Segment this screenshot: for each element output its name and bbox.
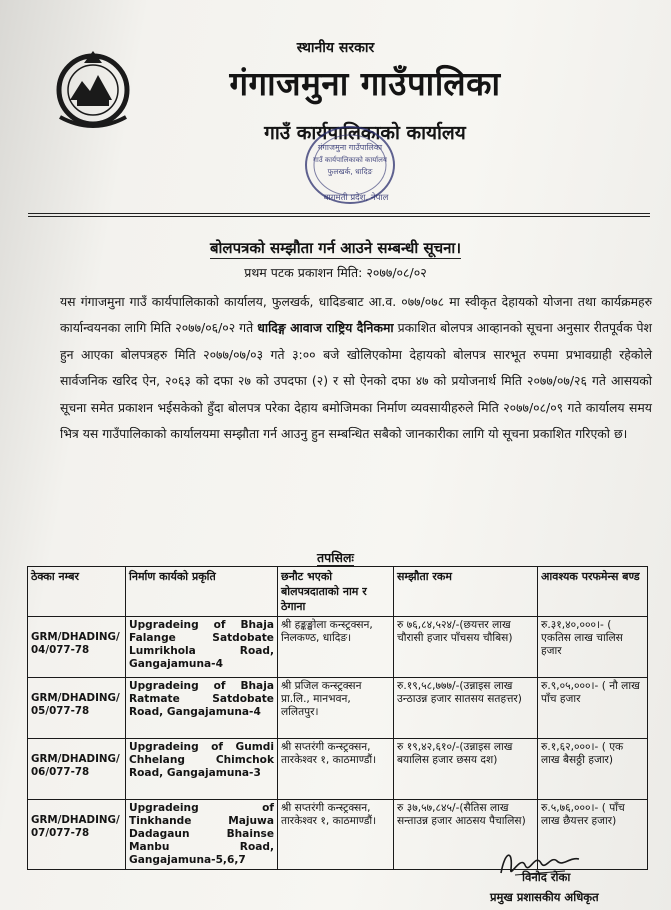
signatory-name: विनोद रोका	[522, 870, 571, 884]
notice-title	[0, 238, 671, 258]
work-description: Upgradeing of Tinkhande Majuwa Dadagaun Bhainse Manbu Road, Gangajamuna-5,6,7	[126, 800, 278, 870]
publication-date: प्रथम पटक प्रकाशन मिति: २०७७/०८/०२	[244, 265, 427, 280]
contract-number: GRM/DHADING/ 05/077-78	[28, 678, 126, 739]
agreement-amount: रु.१९,५८,७७७/-(उन्नाइस लाख उन्ठाउन्न हजार सातसय सतहत्तर)	[394, 678, 538, 739]
details-label-text: तपसिलः	[317, 550, 354, 565]
performance-bond: रु.९,०५,०००।- ( नौ लाख पाँच हजार	[538, 678, 648, 739]
local-government-label: स्थानीय सरकार	[296, 40, 375, 56]
notice-body-part1: यस गंगाजमुना गाउँ कार्यपालिकाको कार्यालय, फुलखर्क, धादिङबाट आ.व. ०७७/०७८ मा स्वीकृत देहायको योजना तथा कार्यक्रमहरु कार्यान्वयनका लागि मिति २०७७/०६/०२ गते	[60, 294, 652, 336]
table-header-row	[28, 567, 648, 617]
table-row	[28, 678, 648, 739]
details-label	[0, 549, 671, 566]
signatory-title: प्रमुख प्रशासकीय अधिकृत	[490, 890, 599, 904]
contract-number: GRM/DHADING/ 04/077-78	[28, 617, 126, 678]
work-description: Upgradeing of Bhaja Falange Satdobate Lumrikhola Road, Gangajamuna-4	[126, 617, 278, 678]
office-seal-stamp	[296, 120, 404, 210]
header-performance-bond: आवश्यक परफमेन्स बण्ड	[538, 567, 648, 617]
newspaper-name: धादिङ्ग आवाज राष्ट्रिय दैनिकमा	[257, 320, 394, 336]
header-divider	[28, 213, 650, 214]
header-work-nature: निर्माण कार्यको प्रकृति	[126, 567, 278, 617]
work-description: Upgradeing of Gumdi Chhelang Chimchok Road, Gangajamuna-3	[126, 739, 278, 800]
stamp-line-1: गंगाजमुना गाउँपालिका	[317, 143, 383, 152]
header-contract-number: ठेक्का नम्बर	[28, 567, 126, 617]
contract-number: GRM/DHADING/ 07/077-78	[28, 800, 126, 870]
header-selected-bidder: छनौट भएको बोलपत्रदाताको नाम र ठेगाना	[278, 567, 394, 617]
stamp-line-3: फुलखर्क, धादिङ	[327, 167, 373, 176]
bidder-name: श्री सप्तरंगी कन्स्ट्रक्सन, तारकेश्वर १, काठमाण्डौं।	[278, 739, 394, 800]
table-row	[28, 739, 648, 800]
agreement-amount: रु १९,४२,६१०/-(उन्नाइस लाख बयालिस हजार छसय दश)	[394, 739, 538, 800]
agreement-amount: रु ३७,५७,८४५/-(सैतिस लाख सन्ताउन्न हजार आठसय पैचालिस)	[394, 800, 538, 870]
header-divider-thin	[28, 216, 650, 217]
notice-title-text: बोलपत्रको सम्झौता गर्न आउने सम्बन्धी सूचना।	[209, 239, 462, 257]
notice-body	[60, 289, 652, 447]
performance-bond: रु.३१,४०,०००।- ( एकतिस लाख चालिस हजार	[538, 617, 648, 678]
agreement-amount: रु ७६,८४,५२४/-(छयत्तर लाख चौरासी हजार पाँचसय चौबिस)	[394, 617, 538, 678]
municipality-name: गंगाजमुना गाउँपालिका	[229, 64, 501, 103]
table-row	[28, 617, 648, 678]
contract-number: GRM/DHADING/ 06/077-78	[28, 739, 126, 800]
stamp-line-4: बागमती प्रदेश, नेपाल	[323, 193, 389, 203]
work-description: Upgradeing of Bhaja Ratmate Satdobate Road, Gangajamuna-4	[126, 678, 278, 739]
bidder-name: श्री प्रजिल कन्स्ट्रक्सन प्रा.लि., मानभवन, ललितपुर।	[278, 678, 394, 739]
performance-bond: रु.१,६२,०००।- ( एक लाख बैसठ्ठी हजार)	[538, 739, 648, 800]
performance-bond: रु.५,७६,०००।- ( पाँच लाख छैयत्तर हजार)	[538, 800, 648, 870]
office-name: गाउँ कार्यपालिकाको कार्यालय	[264, 122, 466, 144]
stamp-line-2: गाउँ कार्यपालिकाको कार्यालय	[313, 156, 387, 164]
contract-table	[27, 566, 648, 870]
header-agreement-amount: सम्झौता रकम	[394, 567, 538, 617]
bidder-name: श्री सप्तरंगी कन्स्ट्रक्सन, तारकेश्वर १, काठमाण्डौं।	[278, 800, 394, 870]
bidder-name: श्री हङ्कङ्खोला कन्स्ट्रक्सन, निलकण्ठ, धादिङ।	[278, 617, 394, 678]
nepal-emblem-logo	[50, 45, 136, 131]
notice-body-part2: प्रकाशित बोलपत्र आव्हानको सूचना अनुसार रीतपूर्वक पेश हुन आएका बोलपत्रहरु मिति २०७७/०७/०३ गते ३:०० बजे खोलिएकोमा देहायको बोलपत्र सारभूत रुपमा प्रभावग्राही रहेकोले सार्वजनिक खरिद ऐन, २०६३ को दफा २७ को उपदफा (२) र सो ऐनको दफा ४७ को प्रयोजनार्थ मिति २०७७/०७/२६ गते आसयको सूचना समेत प्रकाशन भईसकेको हुँदा बोलपत्र परेका देहाय बमोजिमका निर्माण व्यवसायीहरुले मिति २०७७/०८/०९ गते कार्यालय समय भित्र यस गाउँपालिकाको कार्यालयमा सम्झौता गर्न आउनु हुन सम्बन्धित सबैको जानकारीका लागि यो सूचना प्रकाशित गरिएको छ।	[60, 320, 652, 442]
